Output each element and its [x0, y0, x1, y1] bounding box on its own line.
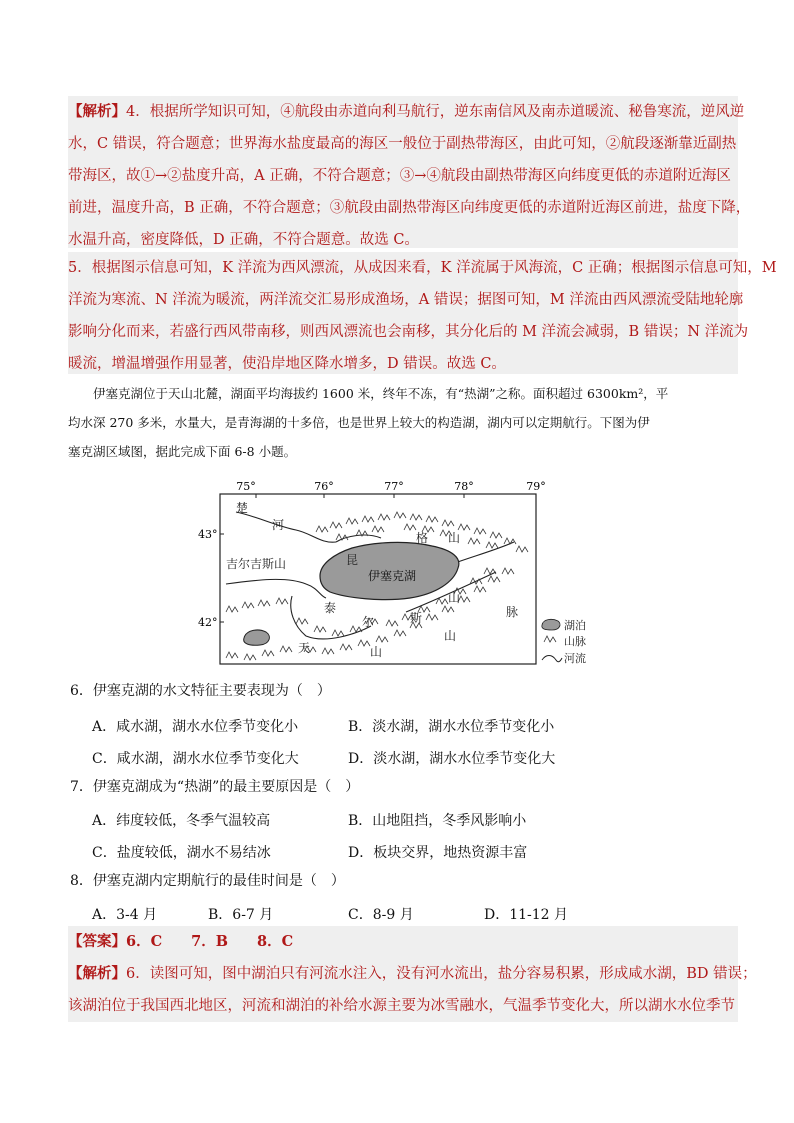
label-si: 斯 — [410, 611, 423, 625]
q8-option-c: C．8-9 月 — [348, 907, 414, 923]
analysis-q4-line-3: 带海区，故①→②盐度升高，A 正确，不符合题意；③→④航段由副热带海区向纬度更低的赤道附近海区 — [68, 168, 731, 184]
label-shan-1: 山 — [448, 531, 461, 545]
analysis-q6-line-1: 【解析】6．读图可知，图中湖泊只有河流水注入，没有河水流出，盐分容易积累，形成咸水湖，BD 错误； — [68, 965, 757, 982]
analysis-q4-line-1: 【解析】4．根据所学知识可知，④航段由赤道向利马航行，逆东南信风及南赤道暖流、秘鲁寒流，逆风逆 — [68, 103, 745, 120]
legend-river-icon — [542, 656, 562, 662]
label-chu: 楚 — [236, 501, 249, 515]
answer-tag: 【答案】 — [68, 933, 126, 950]
legend-lake-icon — [542, 619, 560, 630]
q7-option-b: B．山地阻挡，冬季风影响小 — [348, 813, 527, 829]
lon-label-76: 76° — [314, 480, 334, 493]
lat-label-43: 43° — [198, 528, 218, 541]
legend-river-label: 河流 — [564, 652, 586, 665]
label-ge: 格 — [416, 531, 429, 545]
label-er: 尔 — [362, 615, 375, 629]
small-lake — [244, 630, 270, 645]
q7-option-c: C．盐度较低，湖水不易结冰 — [92, 845, 271, 861]
legend-lake-label: 湖泊 — [564, 619, 586, 632]
lat-label-42: 42° — [198, 616, 218, 629]
lake-label: 伊塞克湖 — [367, 569, 417, 583]
material-intro — [68, 379, 728, 466]
answer-block — [68, 926, 757, 1022]
intro-line-3: 塞克湖区域图，据此完成下面 6-8 小题。 — [68, 444, 297, 459]
intro-line-1: 伊塞克湖位于天山北麓，湖面平均海拔约 1600 米，终年不冻，有“热湖”之称。面积超过 6300km²，平 — [68, 386, 669, 401]
analysis-q4 — [68, 96, 751, 248]
label-tian: 天 — [298, 641, 311, 655]
lon-label-75: 75° — [236, 480, 256, 493]
question-6-stem: 6．伊塞克湖的水文特征主要表现为（ ） — [70, 683, 331, 699]
question-8-stem: 8．伊塞克湖内定期航行的最佳时间是（ ） — [70, 873, 345, 889]
q6-option-a: A．咸水湖，湖水水位季节变化小 — [92, 719, 299, 735]
label-kun: 昆 — [346, 553, 359, 567]
analysis-q6-line-2: 该湖泊位于我国西北地区，河流和湖泊的补给水源主要为冰雪融水，气温季节变化大，所以湖水水位季节 — [68, 998, 735, 1014]
map-legend — [542, 618, 586, 665]
analysis-q4-line-4: 前进，温度升高，B 正确，不符合题意；③航段由副热带海区向纬度更低的赤道附近海区前进，盐度下降， — [68, 200, 751, 216]
q6-option-c: C．咸水湖，湖水水位季节变化大 — [92, 751, 299, 767]
lon-label-77: 77° — [384, 480, 404, 493]
answer-line — [68, 926, 738, 958]
q6-option-b: B．淡水湖，湖水水位季节变化小 — [348, 719, 555, 735]
intro-line-2: 均水深 270 多米，水量大，是青海湖的十多倍，也是世界上较大的构造湖，湖内可以定期航行。下图为伊 — [68, 415, 650, 430]
label-he: 河 — [272, 518, 285, 532]
legend-mountain-label: 山脉 — [564, 635, 586, 648]
analysis-q6-tag: 【解析】 — [68, 965, 126, 982]
label-shan-3: 山 — [444, 629, 457, 643]
label-shan-2: 山 — [448, 591, 461, 605]
q8-option-d: D．11-12 月 — [484, 907, 569, 923]
analysis-q5-line-3: 影响分化而来，若盛行西风带南移，则西风漂流也会南移，其分化后的 M 洋流会减弱，B 错误；N 洋流为 — [68, 324, 749, 340]
q6-option-d: D．淡水湖，湖水水位季节变化大 — [348, 751, 556, 767]
lon-label-78: 78° — [454, 480, 474, 493]
analysis-q5 — [68, 252, 777, 374]
issyk-kul-map — [196, 476, 596, 668]
label-kyrgyz-range: 吉尔吉斯山 — [226, 557, 287, 571]
answer-text: 6．C 7．B 8．C — [126, 933, 294, 950]
analysis-q4-line-5: 水温升高，密度降低，D 正确，不符合题意。故选 C。 — [68, 232, 419, 248]
analysis-q5-line-2: 洋流为寒流、N 洋流为暖流，两洋流交汇易形成渔场，A 错误；据图可知，M 洋流由西风漂流受陆地轮廓 — [68, 292, 744, 308]
lon-label-79: 79° — [526, 480, 546, 493]
label-shan-4: 山 — [370, 645, 383, 659]
label-mai: 脉 — [506, 605, 519, 619]
question-7-stem: 7．伊塞克湖成为“热湖”的最主要原因是（ ） — [70, 779, 360, 795]
label-tai: 泰 — [324, 601, 337, 615]
q7-option-a: A．纬度较低，冬季气温较高 — [92, 813, 271, 829]
analysis-q5-line-4: 暖流，增温增强作用显著，使沿岸地区降水增多，D 错误。故选 C。 — [68, 356, 506, 372]
q8-option-a: A．3-4 月 — [92, 907, 158, 923]
q7-option-d: D．板块交界，地热资源丰富 — [348, 845, 528, 861]
legend-mountain-icon — [544, 636, 556, 642]
analysis-tag: 【解析】 — [68, 103, 126, 120]
analysis-q4-line-2: 水，C 错误，符合题意；世界海水盐度最高的海区一般位于副热带海区，由此可知，②航段逐渐靠近副热 — [68, 136, 737, 152]
q8-option-b: B．6-7 月 — [208, 907, 274, 923]
analysis-q5-line-1: 5．根据图示信息可知，K 洋流为西风漂流，从成因来看，K 洋流属于风海流，C 正确；根据图示信息可知，M — [68, 260, 777, 276]
